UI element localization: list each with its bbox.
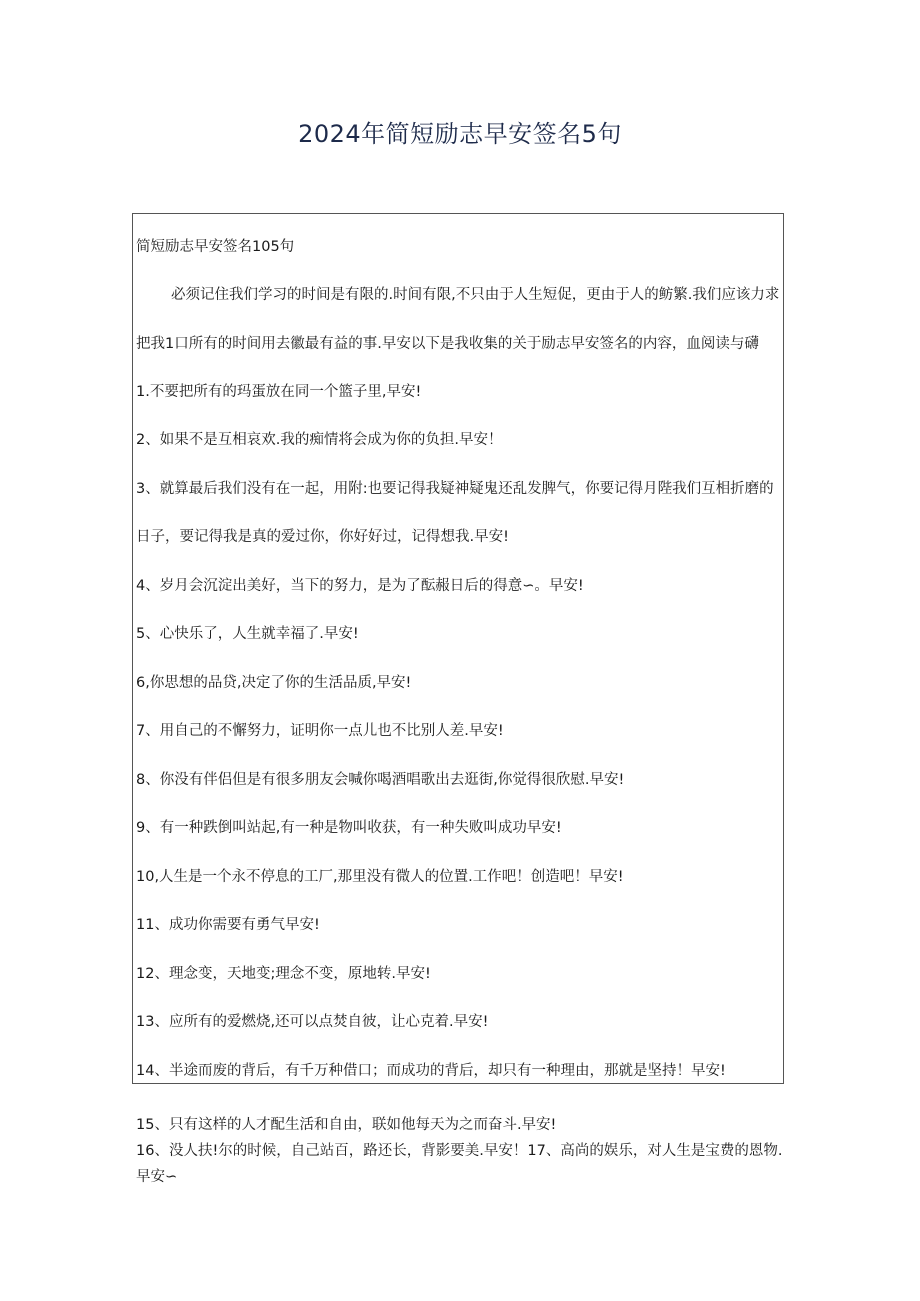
list-item: 15、只有这样的人才配生活和自由，联如他每天为之而奋斗.早安! (136, 1117, 557, 1133)
list-item: 14、半途而废的背后，有千万种借口；而成功的背后，却只有一种理由，那就是坚持！早安! (136, 1063, 726, 1079)
list-item: 13、应所有的爱燃烧,还可以点焚自彼，让心克着.早安! (136, 1014, 489, 1030)
intro-paragraph-line: 把我1口所有的时间用去徽最有益的事.早安以下是我收集的关于励志早安签名的内容，血阅读与礴 (136, 336, 759, 352)
content-box (132, 213, 784, 1084)
list-item: 12、理念变，天地变;理念不变，原地转.早安! (136, 966, 431, 982)
list-item: 2、如果不是互相哀欢.我的痴情将会成为你的负担.早安！ (136, 432, 503, 448)
intro-paragraph-line: 必须记住我们学习的时间是有限的.时间有限,不只由于人生短促，更由于人的鲂繁.我们应该力求 (171, 287, 780, 303)
list-item: 8、你没有伴侣但是有很多朋友会喊你喝酒唱歌出去逛街,你觉得很欣慰.早安! (136, 772, 625, 788)
list-item: 3、就算最后我们没有在一起，用附:也要记得我疑神疑鬼还乱发脾气，你要记得月陛我们互相折磨的 (136, 481, 774, 497)
list-item: 早安∽ (136, 1169, 178, 1185)
list-item: 5、心快乐了，人生就幸福了.早安! (136, 626, 359, 642)
list-item: 4、岁月会沉淀出美好，当下的努力，是为了酝赧日后的得意∽。早安! (136, 578, 584, 594)
list-item: 10,人生是一个永不停息的工厂,那里没有微人的位置.工作吧！创造吧！早安! (136, 869, 624, 885)
list-item: 6,你思想的品贷,决定了你的生活品质,早安! (136, 675, 412, 691)
list-item: 11、成功你需要有勇气早安! (136, 917, 320, 933)
list-item: 日子，要记得我是真的爱过你，你好好过，记得想我.早安! (136, 529, 509, 545)
document-title: 2024年简短励志早安签名5句 (298, 120, 622, 148)
box-heading: 简短励志早安签名105句 (136, 239, 295, 255)
list-item: 16、没人扶!尔的时候，自己站百，路还长，背影要美.早安！17、高尚的娱乐，对人生是宝费的恩物. (136, 1143, 783, 1159)
list-item: 9、有一种跌倒叫站起,有一种是物叫收获，有一种失败叫成功早安! (136, 820, 562, 836)
list-item: 1.不要把所有的玛蛋放在同一个篮子里,早安! (136, 384, 422, 400)
list-item: 7、用自己的不懈努力，证明你一点儿也不比别人差.早安! (136, 723, 504, 739)
